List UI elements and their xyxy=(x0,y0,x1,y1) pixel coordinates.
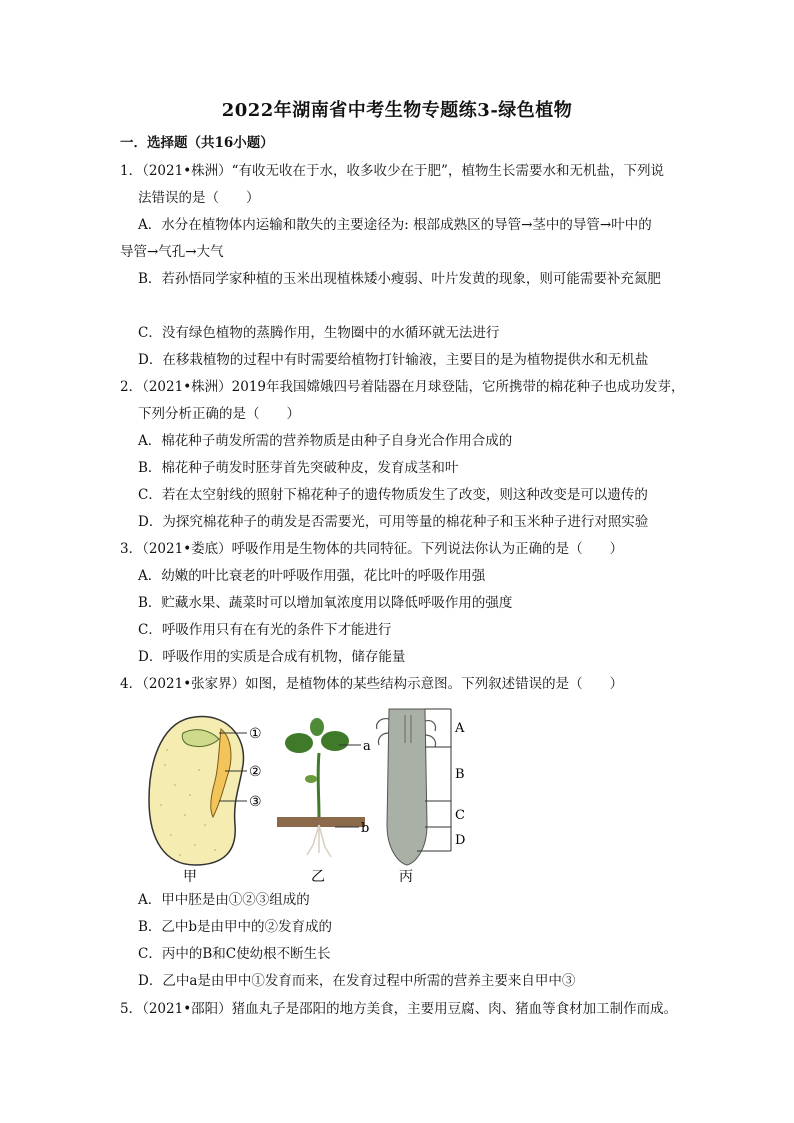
root-tip xyxy=(387,709,427,865)
q1-option-a-line1: A．水分在植物体内运输和散失的主要途径为: 根部成熟区的导管→茎中的导管→叶中的 xyxy=(138,217,652,233)
label-circle-3: ③ xyxy=(249,794,262,810)
zone-label-b: B xyxy=(455,767,465,782)
seed-diagram xyxy=(149,717,262,865)
seedling-diagram xyxy=(277,718,371,857)
caption-bing: 丙 xyxy=(399,869,413,885)
q3-option-d: D．呼吸作用的实质是合成有机物，储存能量 xyxy=(138,649,406,665)
label-circle-2: ② xyxy=(249,764,262,780)
soil-layer xyxy=(277,817,365,827)
caption-yi: 乙 xyxy=(311,869,325,885)
zone-label-d: D xyxy=(455,833,466,848)
q1-stem-line1: 1．（2021•株洲）“有收无收在于水，收多收少在于肥”，植物生长需要水和无机盐，下列说 xyxy=(120,163,664,179)
label-a: a xyxy=(363,739,371,754)
q2-stem-line2: 下列分析正确的是（ ） xyxy=(138,406,300,422)
page-title: 2022年湖南省中考生物专题练3-绿色植物 xyxy=(221,100,573,121)
section-heading: 一．选择题（共16小题） xyxy=(120,135,274,151)
q3-option-c: C．呼吸作用只有在有光的条件下才能进行 xyxy=(138,622,392,638)
label-circle-1: ① xyxy=(249,726,262,742)
q1-option-c: C．没有绿色植物的蒸腾作用，生物圈中的水循环就无法进行 xyxy=(138,325,500,341)
q1-option-a-line2: 导管→气孔→大气 xyxy=(120,244,224,260)
root-tip-diagram xyxy=(377,709,466,865)
zone-label-a: A xyxy=(455,721,465,736)
q3-option-b: B．贮藏水果、蔬菜时可以增加氧浓度用以降低呼吸作用的强度 xyxy=(138,595,513,611)
q2-option-b: B．棉花种子萌发时胚芽首先突破种皮，发育成茎和叶 xyxy=(138,460,459,476)
leaf-top xyxy=(310,718,324,736)
roots xyxy=(307,825,331,857)
q5-stem: 5．（2021•邵阳）猪血丸子是邵阳的地方美食，主要用豆腐、肉、猪血等食材加工制作而成。 xyxy=(120,1001,678,1017)
q1-option-d: D．在移栽植物的过程中有时需要给植物打针输液，主要目的是为植物提供水和无机盐 xyxy=(138,352,649,368)
plant-structure-figure xyxy=(135,705,475,885)
stem xyxy=(318,753,319,817)
q4-option-a: A．甲中胚是由①②③组成的 xyxy=(138,892,310,908)
q3-stem: 3．（2021•娄底）呼吸作用是生物体的共同特征。下列说法你认为正确的是（ ） xyxy=(120,541,624,557)
q4-stem: 4．（2021•张家界）如图，是植物体的某些结构示意图。下列叙述错误的是（ ） xyxy=(120,676,624,692)
q2-option-c: C．若在太空射线的照射下棉花种子的遗传物质发生了改变，则这种改变是可以遗传的 xyxy=(138,487,648,503)
label-b: b xyxy=(361,821,370,836)
q4-option-c: C．丙中的B和C使幼根不断生长 xyxy=(138,946,331,962)
q3-option-a: A．幼嫩的叶比衰老的叶呼吸作用强，花比叶的呼吸作用强 xyxy=(138,568,486,584)
q1-option-b: B．若孙悟同学家种植的玉米出现植株矮小瘦弱、叶片发黄的现象，则可能需要补充氮肥 xyxy=(138,271,661,287)
q1-stem-line2: 法错误的是（ ） xyxy=(138,190,260,206)
q4-option-d: D．乙中a是由甲中①发育而来，在发育过程中所需的营养主要来自甲中③ xyxy=(138,973,576,989)
q2-option-d: D．为探究棉花种子的萌发是否需要光，可用等量的棉花种子和玉米种子进行对照实验 xyxy=(138,514,649,530)
cotyledon xyxy=(305,775,317,783)
leaf-left xyxy=(285,733,313,753)
q2-stem-line1: 2．（2021•株洲）2019年我国嫦娥四号着陆器在月球登陆，它所携带的棉花种子也成功发芽， xyxy=(120,379,685,395)
q4-option-b: B．乙中b是由甲中的②发育成的 xyxy=(138,919,333,935)
leaf-right xyxy=(321,731,349,751)
figure-svg xyxy=(135,705,475,885)
q2-option-a: A．棉花种子萌发所需的营养物质是由种子自身光合作用合成的 xyxy=(138,433,513,449)
zone-label-c: C xyxy=(455,808,465,823)
caption-jia: 甲 xyxy=(183,869,197,885)
